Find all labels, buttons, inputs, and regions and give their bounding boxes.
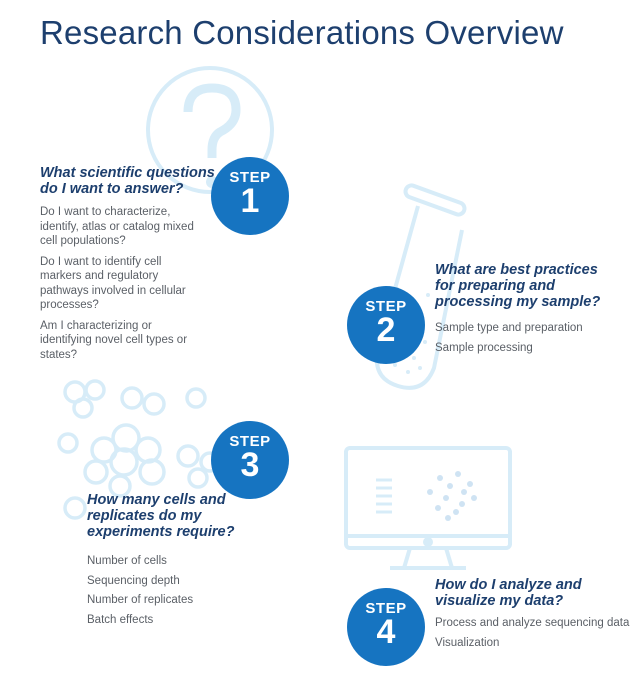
step-3-badge xyxy=(211,421,289,499)
step-label: STEP xyxy=(365,600,407,617)
step-label: STEP xyxy=(365,298,407,315)
list-item: Visualization xyxy=(435,636,500,649)
step-4-question: How do I analyze and visualize my data? xyxy=(435,577,582,609)
step-number: 2 xyxy=(376,311,396,349)
list-item: Number of cells xyxy=(87,555,167,567)
step-4-items xyxy=(435,616,631,655)
step-number: 1 xyxy=(240,182,260,220)
step-3-question: How many cells and replicates do my experiments require? xyxy=(87,492,235,540)
list-item: Sample processing xyxy=(435,341,533,354)
step-number: 3 xyxy=(240,446,260,484)
list-item: Sample type and preparation xyxy=(435,322,583,334)
step-2-items xyxy=(435,321,625,360)
step-1-badge xyxy=(211,157,289,235)
list-item: Number of replicates xyxy=(87,594,194,606)
step-3-items xyxy=(87,554,237,632)
step-4-badge xyxy=(347,588,425,666)
step-1-question: What scientific questions do I want to answer? xyxy=(40,165,215,197)
list-item: Process and analyze sequencing data xyxy=(435,617,630,629)
step-2-question: What are best practices for preparing and processing my sample? xyxy=(435,262,601,310)
list-item: Do I want to identify cell markers and regulatory pathways involved in cellular processes? xyxy=(40,255,186,311)
list-item: Do I want to characterize, identify, atlas or catalog mixed cell populations? xyxy=(40,206,194,247)
list-item: Sequencing depth xyxy=(87,574,180,587)
step-1-items xyxy=(40,205,205,368)
page-title: Research Considerations Overview xyxy=(40,14,564,51)
list-item: Am I characterizing or identifying novel cell types or states? xyxy=(40,319,188,361)
step-label: STEP xyxy=(229,169,271,186)
list-item: Batch effects xyxy=(87,613,154,626)
monitor-icon xyxy=(346,448,510,568)
step-2-badge xyxy=(347,286,425,364)
step-label: STEP xyxy=(229,433,271,450)
step-number: 4 xyxy=(376,613,396,651)
